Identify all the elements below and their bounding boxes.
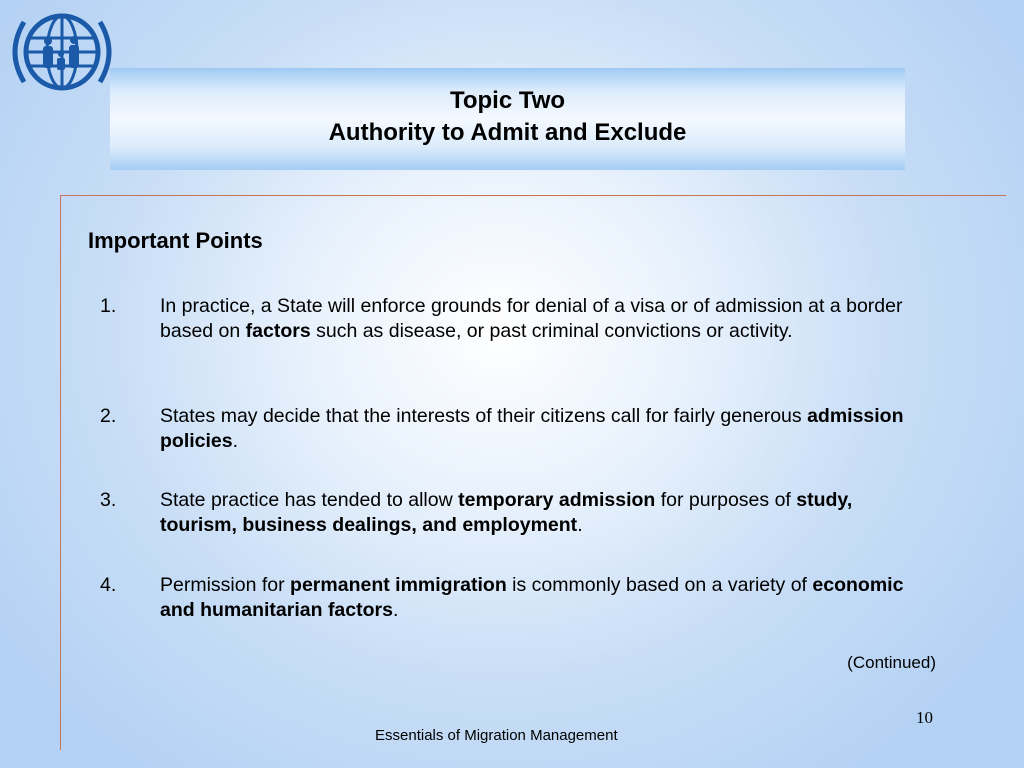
point-number: 2. bbox=[100, 405, 117, 427]
horizontal-divider bbox=[60, 195, 1006, 196]
point-text bbox=[160, 294, 920, 344]
point-text-segment: . bbox=[577, 514, 583, 536]
point-number: 3. bbox=[100, 489, 117, 511]
point-text bbox=[160, 488, 920, 538]
point-bold-segment: permanent immigration bbox=[290, 574, 507, 596]
point-text-segment: Permission for bbox=[160, 574, 291, 596]
point-text bbox=[160, 573, 920, 623]
point-bold-segment: study, tourism, business dealings, and employment bbox=[160, 489, 853, 536]
point-text-segment: States may decide that the interests of their citizens call for fairly generous bbox=[160, 405, 808, 427]
point-item-1 bbox=[100, 294, 920, 344]
point-number: 4. bbox=[100, 574, 117, 596]
point-item-4 bbox=[100, 573, 920, 623]
point-bold-segment: economic and humanitarian factors bbox=[160, 574, 904, 621]
point-text-segment: In practice, a State will enforce grounds for denial of a visa or of admission at a border based on bbox=[160, 295, 903, 342]
page-number: 10 bbox=[916, 708, 933, 727]
point-bold-segment: temporary admission bbox=[458, 489, 656, 511]
point-bold-segment: admission policies bbox=[160, 405, 904, 452]
point-number: 1. bbox=[100, 295, 117, 317]
point-text-segment: . bbox=[392, 599, 399, 621]
section-heading: Important Points bbox=[88, 228, 263, 253]
title-banner bbox=[110, 68, 905, 170]
point-text bbox=[160, 404, 920, 454]
point-item-2 bbox=[100, 404, 920, 454]
title-line-2: Authority to Admit and Exclude bbox=[328, 119, 687, 146]
point-item-3 bbox=[100, 488, 920, 538]
footer-text: Essentials of Migration Management bbox=[375, 727, 618, 744]
point-text-segment: such as disease, or past criminal convictions or activity. bbox=[310, 320, 793, 342]
point-text-segment: . bbox=[232, 430, 239, 452]
continued-label: (Continued) bbox=[847, 653, 936, 672]
point-text-segment: for purposes of bbox=[655, 489, 797, 511]
vertical-divider bbox=[60, 195, 61, 750]
point-text-segment: State practice has tended to allow bbox=[160, 489, 459, 511]
point-bold-segment: factors bbox=[245, 320, 311, 342]
point-text-segment: is commonly based on a variety of bbox=[506, 574, 813, 596]
iom-logo-icon bbox=[12, 8, 112, 96]
title-line-1: Topic Two bbox=[449, 87, 566, 114]
